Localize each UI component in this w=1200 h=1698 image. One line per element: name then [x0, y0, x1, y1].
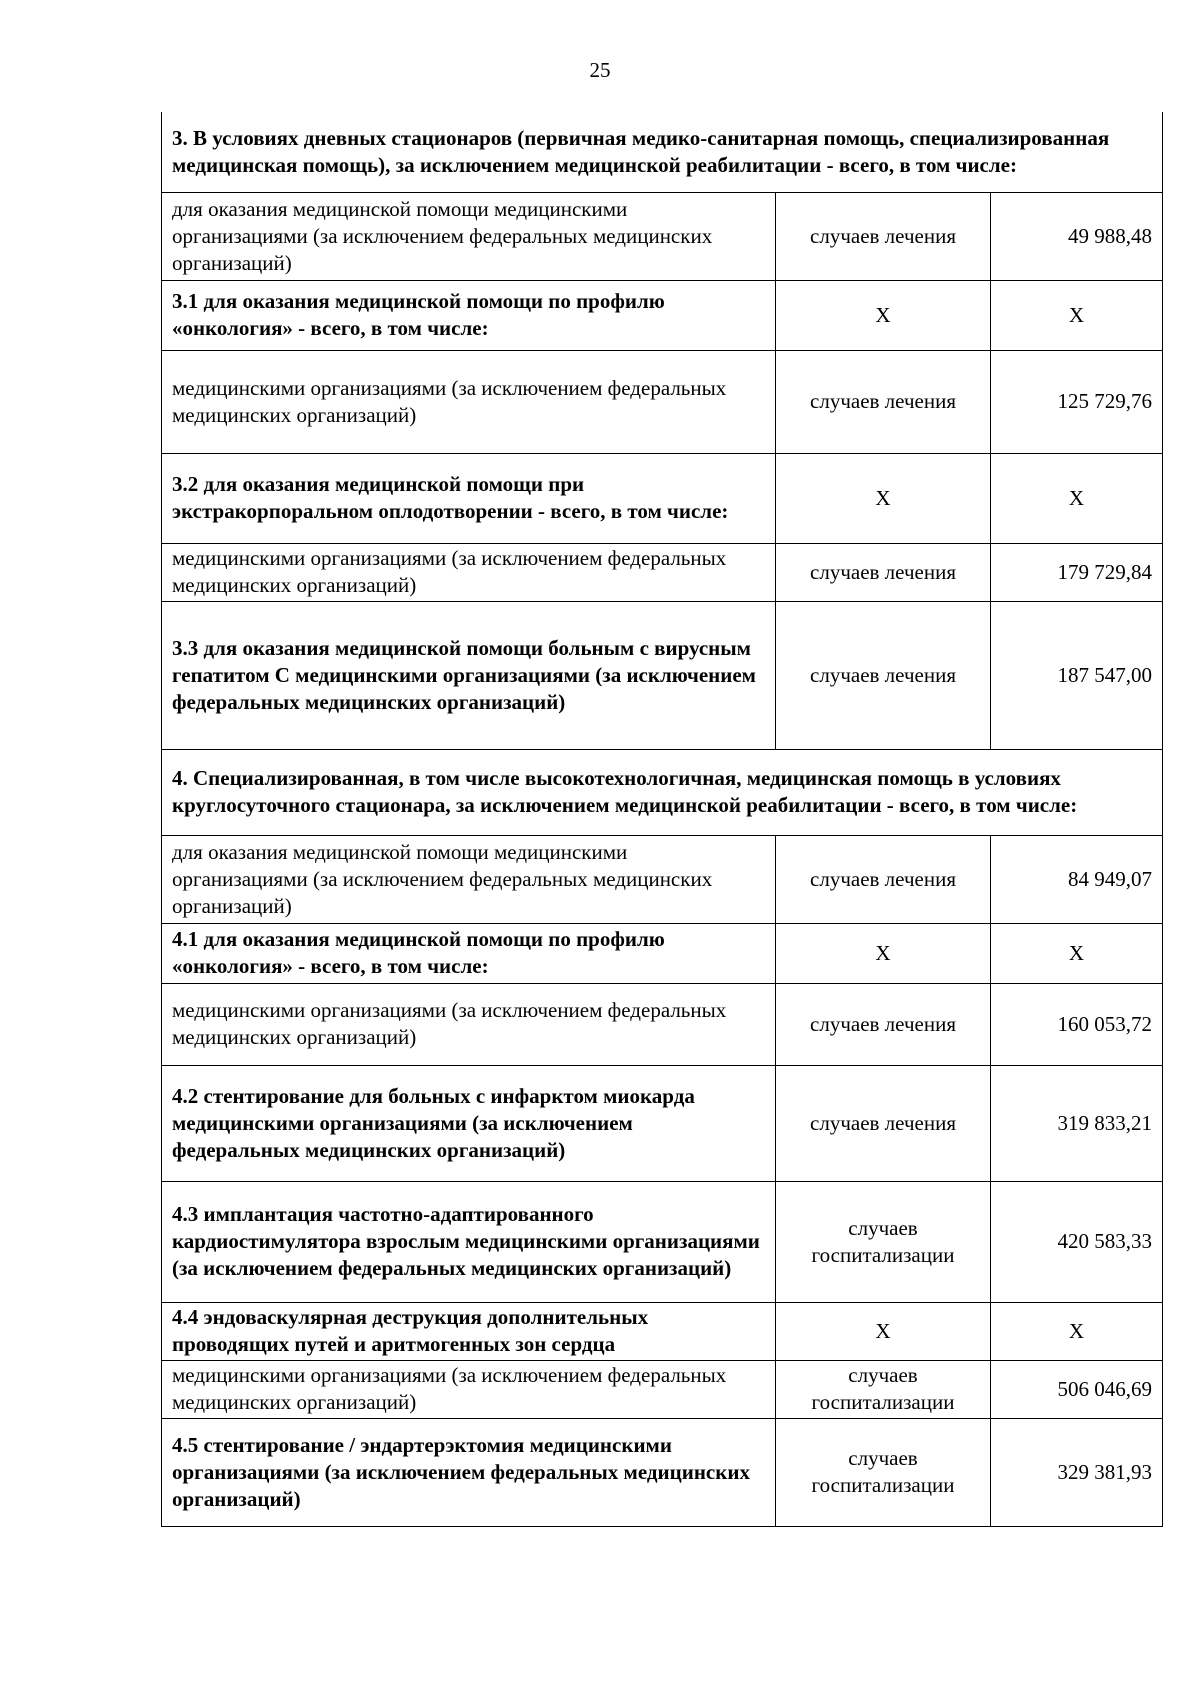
- row-value: 179 729,84: [991, 543, 1163, 601]
- table-row: [162, 835, 1163, 923]
- row-value: X: [991, 280, 1163, 350]
- row-unit: случаев лечения: [776, 983, 991, 1065]
- table-row: [162, 983, 1163, 1065]
- section-row: [162, 112, 1163, 192]
- row-value: 420 583,33: [991, 1181, 1163, 1302]
- cost-standards-table: [161, 112, 1163, 1527]
- row-label: для оказания медицинской помощи медицинскими организациями (за исключением федеральных медицинских организаций): [162, 835, 776, 923]
- row-value: 506 046,69: [991, 1360, 1163, 1418]
- table-row: [162, 1181, 1163, 1302]
- table-row: [162, 1302, 1163, 1360]
- row-value: 329 381,93: [991, 1418, 1163, 1526]
- table-row: [162, 1065, 1163, 1181]
- table-row: [162, 1360, 1163, 1418]
- row-label: медицинскими организациями (за исключением федеральных медицинских организаций): [162, 543, 776, 601]
- row-value: 49 988,48: [991, 192, 1163, 280]
- table-row: [162, 923, 1163, 983]
- table-row: [162, 453, 1163, 543]
- table-row: [162, 192, 1163, 280]
- row-value: 84 949,07: [991, 835, 1163, 923]
- row-label: 3.1 для оказания медицинской помощи по профилю «онкология» - всего, в том числе:: [162, 280, 776, 350]
- section-row: [162, 749, 1163, 835]
- row-unit: случаев лечения: [776, 835, 991, 923]
- row-label: 3.3 для оказания медицинской помощи больным с вирусным гепатитом С медицинскими организациями (за исключением федеральных медицинских организаций): [162, 601, 776, 749]
- row-label: 3.2 для оказания медицинской помощи при экстракорпоральном оплодотворении - всего, в том числе:: [162, 453, 776, 543]
- row-value: X: [991, 453, 1163, 543]
- row-unit: случаев госпитализации: [776, 1181, 991, 1302]
- row-unit: X: [776, 923, 991, 983]
- row-unit: случаев лечения: [776, 1065, 991, 1181]
- row-unit: случаев госпитализации: [776, 1360, 991, 1418]
- table-row: [162, 1418, 1163, 1526]
- row-value: 125 729,76: [991, 350, 1163, 453]
- row-label: 4.3 имплантация частотно-адаптированного кардиостимулятора взрослым медицинскими организациями (за исключением федеральных медицинских организаций): [162, 1181, 776, 1302]
- section-heading: 4. Специализированная, в том числе высокотехнологичная, медицинская помощь в условиях круглосуточного стационара, за исключением медицинской реабилитации - всего, в том числе:: [162, 749, 1163, 835]
- row-unit: случаев госпитализации: [776, 1418, 991, 1526]
- row-unit: случаев лечения: [776, 192, 991, 280]
- section-heading: 3. В условиях дневных стационаров (первичная медико-санитарная помощь, специализированная медицинская помощь), за исключением медицинской реабилитации - всего, в том числе:: [162, 112, 1163, 192]
- row-label: 4.4 эндоваскулярная деструкция дополнительных проводящих путей и аритмогенных зон сердца: [162, 1302, 776, 1360]
- row-label: медицинскими организациями (за исключением федеральных медицинских организаций): [162, 350, 776, 453]
- table-row: [162, 601, 1163, 749]
- row-label: для оказания медицинской помощи медицинскими организациями (за исключением федеральных медицинских организаций): [162, 192, 776, 280]
- row-unit: X: [776, 453, 991, 543]
- row-label: 4.5 стентирование / эндартерэктомия медицинскими организациями (за исключением федеральных медицинских организаций): [162, 1418, 776, 1526]
- row-unit: X: [776, 1302, 991, 1360]
- table-row: [162, 280, 1163, 350]
- row-label: 4.1 для оказания медицинской помощи по профилю «онкология» - всего, в том числе:: [162, 923, 776, 983]
- row-unit: случаев лечения: [776, 350, 991, 453]
- row-value: 160 053,72: [991, 983, 1163, 1065]
- table-row: [162, 543, 1163, 601]
- row-label: 4.2 стентирование для больных с инфарктом миокарда медицинскими организациями (за исключением федеральных медицинских организаций): [162, 1065, 776, 1181]
- page-number: 25: [589, 58, 611, 82]
- row-value: 187 547,00: [991, 601, 1163, 749]
- row-value: 319 833,21: [991, 1065, 1163, 1181]
- row-value: X: [991, 923, 1163, 983]
- row-unit: X: [776, 280, 991, 350]
- row-label: медицинскими организациями (за исключением федеральных медицинских организаций): [162, 983, 776, 1065]
- table-row: [162, 350, 1163, 453]
- row-unit: случаев лечения: [776, 601, 991, 749]
- row-label: медицинскими организациями (за исключением федеральных медицинских организаций): [162, 1360, 776, 1418]
- row-unit: случаев лечения: [776, 543, 991, 601]
- row-value: X: [991, 1302, 1163, 1360]
